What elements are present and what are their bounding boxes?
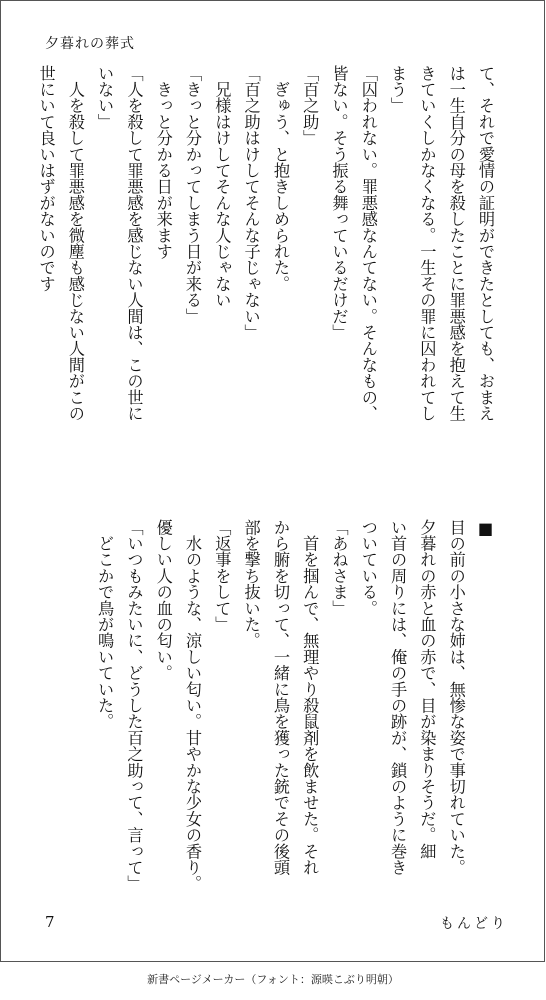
- text-line: いない」: [95, 65, 115, 130]
- text-line: 夕暮れの赤と血の赤で、目が染まりそうだ。細: [417, 519, 437, 860]
- text-line: 首を掴んで、無理やり殺鼠剤を飲ませた。それ: [300, 519, 320, 876]
- text-line: 皆ない。そう振る舞っているだけだ」: [329, 65, 349, 341]
- page-number: 7: [45, 913, 55, 931]
- author-name: もんどり: [440, 916, 508, 932]
- text-line: 優しい人の血の匂い。: [153, 519, 173, 681]
- text-line: ■: [476, 519, 495, 538]
- text-line: 部を撃ち抜いた。: [241, 519, 261, 649]
- text-line: 水のような、涼しい匂い。甘やかな少女の香り。: [183, 519, 203, 892]
- text-line: きっと分かる日が来ます: [153, 65, 173, 260]
- generator-caption: 新書ページメーカー（フォント：源暎こぶり明朝）: [147, 973, 399, 986]
- text-line: 「百之助」: [300, 65, 320, 146]
- running-header-title: 夕暮れの葬式: [45, 36, 135, 52]
- text-line: まう」: [388, 65, 408, 114]
- text-line: 「人を殺して罪悪感を感じない人間は、この世に: [124, 65, 144, 422]
- text-line: は一生自分の母を殺したことに罪悪感を抱えて生: [446, 65, 466, 422]
- text-line: 「返事をして」: [212, 519, 232, 633]
- text-line: い首の周りには、俺の手の跡が、鎖のように巻き: [388, 519, 408, 876]
- text-line: きていくしかなくなる。一生その罪に囚われてし: [417, 65, 437, 422]
- text-line: 目の前の小さな姉は、無惨な姿で事切れていた。: [446, 519, 466, 876]
- text-line: 「きっと分かってしまう日が来る」: [183, 65, 203, 325]
- text-line: 兄様はけしてそんな人じゃない: [212, 65, 232, 308]
- text-line: 人を殺して罪悪感を微塵も感じない人間がこの: [65, 65, 85, 422]
- text-line: 世にいて良いはずがないのです: [36, 65, 56, 292]
- text-line: ぎゅう、と抱きしめられた。: [270, 65, 290, 292]
- text-line: から腑を切って、一緒に鳥を獲った銃でその後頭: [270, 519, 290, 876]
- text-line: ついている。: [358, 519, 378, 617]
- text-line: 「いつもみたいに、どうした百之助って、言って」: [124, 519, 144, 892]
- lower-text-block: [90, 519, 500, 904]
- text-line: て、それで愛情の証明ができたとしても、おまえ: [476, 65, 495, 422]
- text-line: 「囚われない。罪悪感なんてない。そんなもの、: [358, 65, 378, 422]
- upper-text-block: [31, 65, 500, 480]
- text-line: 「百之助はけしてそんな子じゃない」: [241, 65, 261, 341]
- text-line: どこかで鳥が鳴いていた。: [95, 519, 115, 730]
- text-line: 「あねさま」: [329, 519, 349, 617]
